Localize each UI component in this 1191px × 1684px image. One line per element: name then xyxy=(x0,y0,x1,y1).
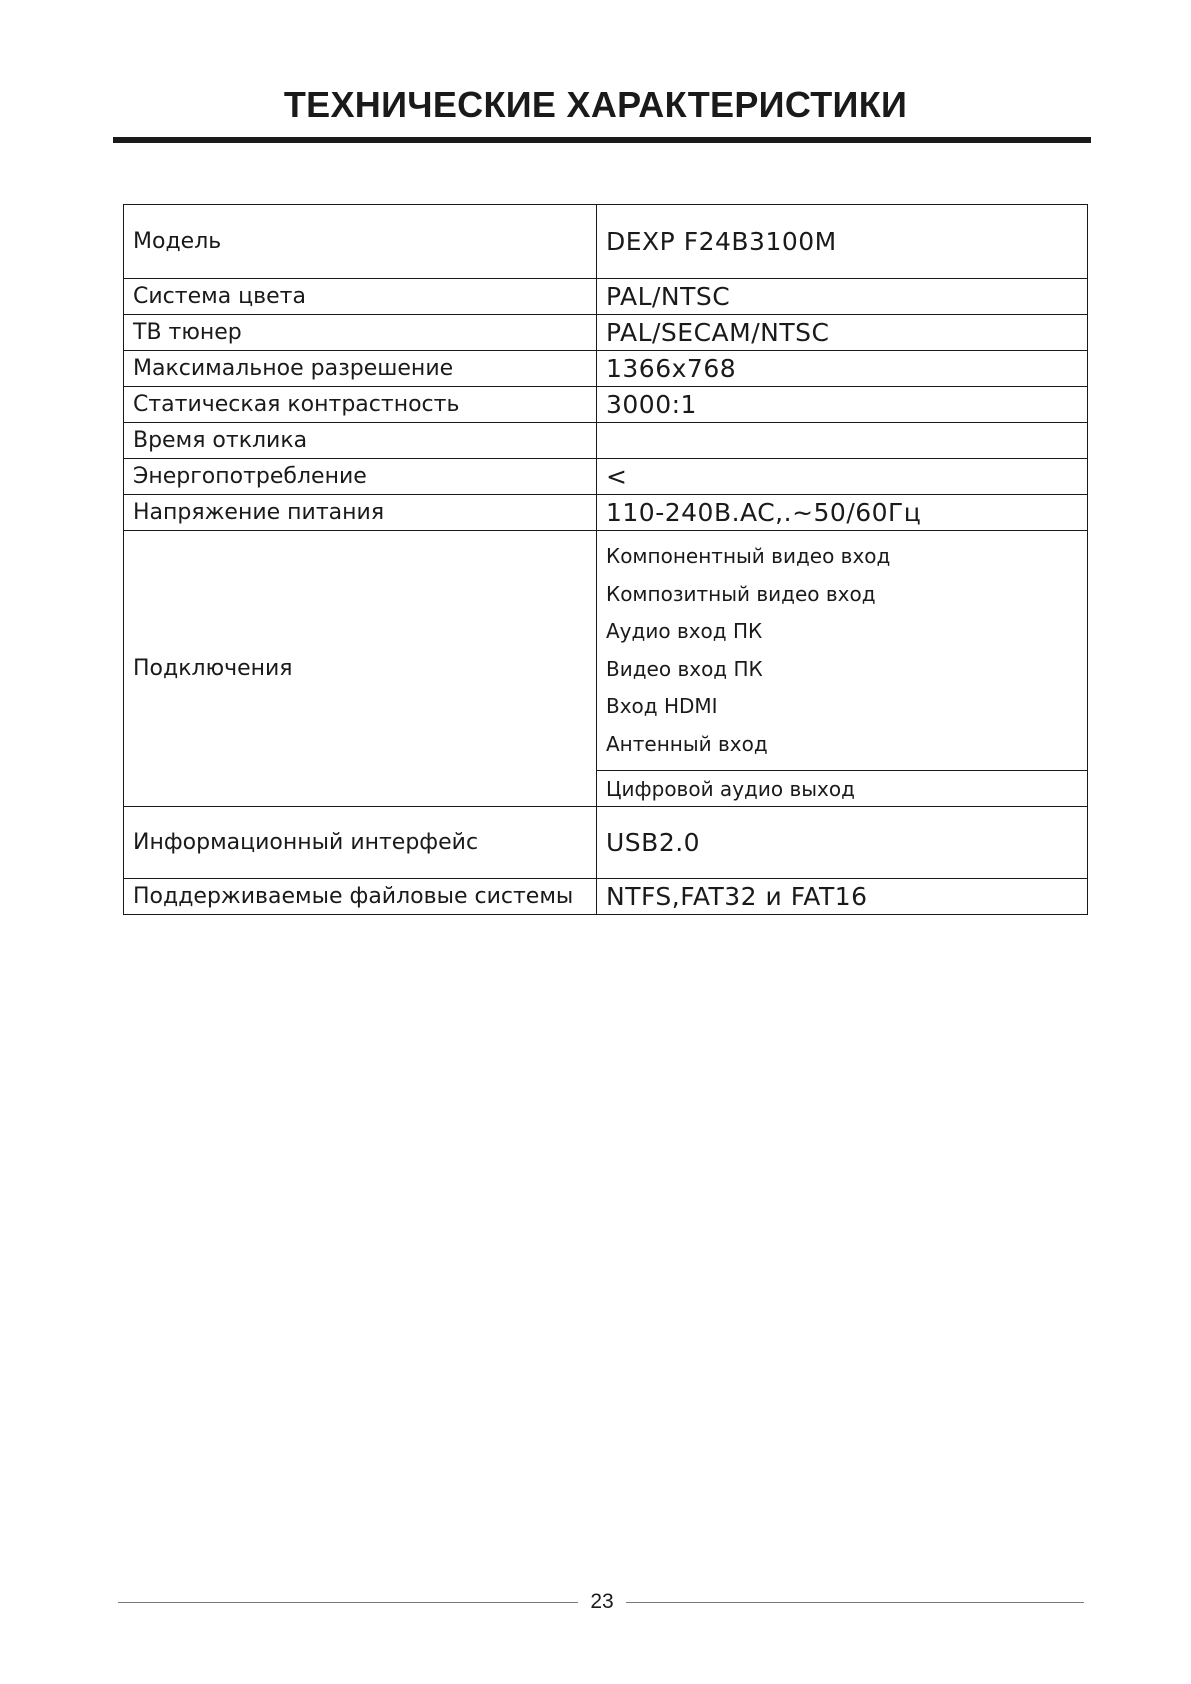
spec-label: ТВ тюнер xyxy=(124,315,597,351)
spec-value: DEXP F24B3100M xyxy=(597,205,1088,279)
table-row-power-consumption xyxy=(124,459,1088,495)
spec-value xyxy=(597,423,1088,459)
connection-input-item: Компонентный видео вход xyxy=(606,544,891,568)
connection-inputs-list xyxy=(597,531,1088,771)
spec-label: Максимальное разрешение xyxy=(124,351,597,387)
spec-label: Модель xyxy=(124,205,597,279)
spec-value: 1366x768 xyxy=(597,351,1088,387)
title-underline xyxy=(113,137,1091,143)
table-row-static-contrast xyxy=(124,387,1088,423)
spec-label: Подключения xyxy=(124,531,597,807)
spec-value: USB2.0 xyxy=(597,807,1088,879)
table-row-response-time xyxy=(124,423,1088,459)
table-row-file-systems xyxy=(124,879,1088,915)
connection-input-item: Вход HDMI xyxy=(606,694,718,718)
table-row-info-interface xyxy=(124,807,1088,879)
page-title: ТЕХНИЧЕСКИЕ ХАРАКТЕРИСТИКИ xyxy=(283,84,908,125)
table-row-color-system xyxy=(124,279,1088,315)
spec-label: Система цвета xyxy=(124,279,597,315)
spec-value: < xyxy=(597,459,1088,495)
table-row-max-resolution xyxy=(124,351,1088,387)
footer-divider-right xyxy=(626,1602,1084,1603)
spec-value: PAL/SECAM/NTSC xyxy=(597,315,1088,351)
page-number: 23 xyxy=(590,1590,614,1613)
spec-value: 110-240В.AC,.~50/60Гц xyxy=(597,495,1088,531)
spec-value: PAL/NTSC xyxy=(597,279,1088,315)
table-row-supply-voltage xyxy=(124,495,1088,531)
connection-input-item: Композитный видео вход xyxy=(606,581,876,606)
spec-label: Напряжение питания xyxy=(124,495,597,531)
connection-output-item: Цифровой аудио выход xyxy=(597,771,1088,807)
spec-label: Поддерживаемые файловые системы xyxy=(124,879,597,915)
footer-divider-left xyxy=(118,1602,578,1603)
spec-label: Информационный интерфейс xyxy=(124,807,597,879)
spec-label: Энергопотребление xyxy=(124,459,597,495)
table-row-model xyxy=(124,205,1088,279)
spec-label: Статическая контрастность xyxy=(124,387,597,423)
table-row-connections xyxy=(124,531,1088,771)
spec-label: Время отклика xyxy=(124,423,597,459)
specifications-table xyxy=(123,204,1088,915)
connection-input-item: Аудио вход ПК xyxy=(606,619,763,643)
connection-input-item: Антенный вход xyxy=(606,731,768,756)
spec-value: 3000:1 xyxy=(597,387,1088,423)
table-row-tv-tuner xyxy=(124,315,1088,351)
connection-input-item: Видео вход ПК xyxy=(606,656,763,681)
spec-value: NTFS,FAT32 и FAT16 xyxy=(597,879,1088,915)
